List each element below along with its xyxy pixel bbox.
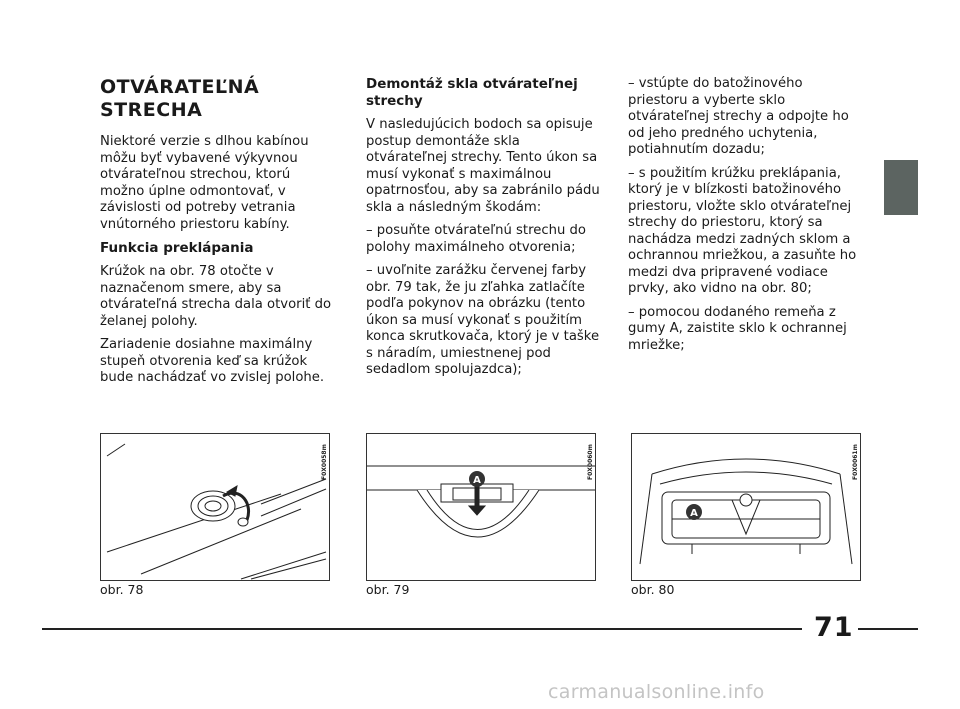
title-line-1: OTVÁRATEĽNÁ: [100, 76, 260, 98]
section-title: [100, 76, 332, 122]
title-line-2: STRECHA: [100, 99, 203, 121]
figure-caption: obr. 79: [366, 582, 410, 597]
column-2: [366, 76, 604, 386]
figure-80-label: A: [690, 508, 698, 519]
step: – pomocou dodaného remeňa z gumy A, zaistite sklo k ochrannej mriežke;: [628, 304, 847, 353]
intro-paragraph: Niektoré verzie s dlhou kabínou môžu byť vybavené výkyvnou otvárateľnou strechou, ktorú možno úplne odmontovať, v závislosti od potreby vetrania vnútorného priestoru kabíny.: [100, 134, 309, 232]
figure-78-drawing: [101, 434, 329, 580]
figure-caption: obr. 80: [631, 582, 675, 597]
subheading: Demontáž skla otvárateľnej strechy: [366, 76, 578, 109]
figure-79-drawing: [367, 434, 595, 580]
column-1: [100, 76, 332, 394]
step: – uvoľnite zarážku červenej farby obr. 79 tak, že ju zľahka zatlačíte podľa pokynov na obrázku (tento úkon sa musí vykonať s použitím konca skrutkovača, ktorý je v taške s náradím, umiestnenej pod sedadlom spolujazdca);: [366, 263, 600, 377]
figure-code: F0X0061m: [852, 444, 859, 480]
footer-rule: [42, 628, 802, 630]
figure-80: [631, 433, 861, 581]
paragraph: Krúžok na obr. 78 otočte v naznačenom smere, aby sa otvárateľná strecha dala otvoriť do želanej polohy.: [100, 264, 332, 329]
step: – posuňte otvárateľnú strechu do polohy maximálneho otvorenia;: [366, 223, 586, 255]
figure-78: [100, 433, 330, 581]
paragraph: V nasledujúcich bodoch sa opisuje postup demontáže skla otvárateľnej strechy. Tento úkon sa musí vykonať s maximálnou opatrnosťou, aby sa zabránilo pádu skla a následným škodám:: [366, 117, 600, 215]
column-3: [628, 76, 862, 361]
step: – vstúpte do batožinového priestoru a vyberte sklo otvárateľnej strechy a odpojte ho od jeho predného uchytenia, potiahnutím dozadu;: [628, 76, 849, 157]
figure-caption: obr. 78: [100, 582, 144, 597]
step: – s použitím krúžku preklápania, ktorý je v blízkosti batožinového priestoru, vložte sklo otvárateľnej strechy do priestoru, ktorý sa nachádza medzi zadných sklom a ochrannou mriežkou, a zasuňte ho medzi dva pripravené vodiace prvky, ako vidno na obr. 80;: [628, 165, 857, 296]
figure-80-drawing: [632, 434, 860, 580]
page-number: 71: [814, 612, 854, 643]
chapter-tab: [884, 160, 918, 215]
figure-79-label: A: [473, 475, 481, 486]
subheading: Funkcia preklápania: [100, 240, 254, 256]
footer-rule: [858, 628, 918, 630]
figure-code: F0X0060m: [587, 444, 594, 480]
watermark: carmanualsonline.info: [548, 681, 765, 703]
figure-code: F0X0058m: [321, 444, 328, 480]
paragraph: Zariadenie dosiahne maximálny stupeň otvorenia keď sa krúžok bude nachádzať vo zvislej polohe.: [100, 337, 325, 385]
figure-79: [366, 433, 596, 581]
